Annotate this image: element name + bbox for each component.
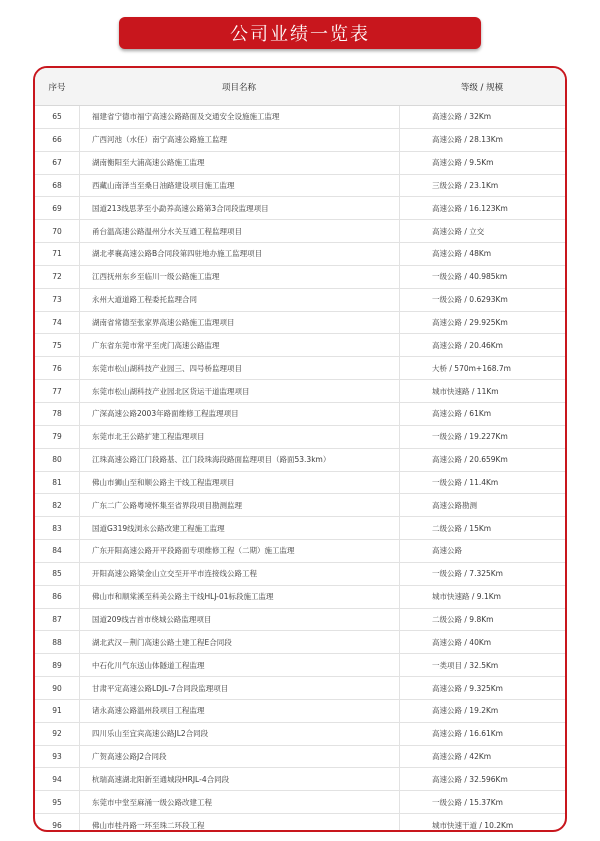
project-grade: 高速公路 (432, 546, 462, 556)
project-grade: 高速公路 / 48Km (432, 249, 492, 259)
row-number: 85 (35, 563, 80, 585)
title-banner (119, 17, 481, 49)
table-row (35, 746, 565, 769)
row-number: 84 (35, 540, 80, 562)
project-grade: 城市快速路 / 11Km (432, 386, 499, 396)
project-grade: 一级公路 / 19.227Km (432, 432, 508, 442)
header-name: 项目名称 (221, 82, 256, 93)
project-grade: 一级公路 / 15.37Km (432, 797, 503, 807)
project-name: 湖南省常德至张家界高速公路施工监理项目 (80, 312, 400, 334)
table-row (35, 403, 565, 426)
project-grade: 城市快速路 / 9.1Km (432, 592, 501, 602)
header-grade: 等级 / 规模 (460, 82, 504, 93)
table-row (35, 540, 565, 563)
table-row (35, 586, 565, 609)
project-grade: 高速公路 / 16.61Km (432, 729, 503, 739)
project-name: 东莞市松山湖科技产业园北区货运干道监理项目 (80, 380, 400, 402)
table-row (35, 700, 565, 723)
table-row (35, 426, 565, 449)
project-grade: 高速公路 / 29.925Km (432, 318, 508, 328)
project-grade: 二级公路 / 15Km (432, 523, 492, 533)
row-number: 90 (35, 677, 80, 699)
row-number: 66 (35, 129, 80, 151)
project-grade: 高速公路 / 42Km (432, 752, 492, 762)
project-grade: 一级公路 / 7.325Km (432, 569, 503, 579)
row-number: 91 (35, 700, 80, 722)
table-row (35, 472, 565, 495)
table-row (35, 723, 565, 746)
table-row (35, 494, 565, 517)
project-name: 广东省东莞市常平至虎门高速公路监理 (80, 334, 400, 356)
table-row (35, 312, 565, 335)
project-grade: 高速公路 / 28.13Km (432, 135, 503, 145)
row-number: 88 (35, 631, 80, 653)
row-number: 75 (35, 334, 80, 356)
project-grade: 高速公路 / 32.596Km (432, 774, 508, 784)
table-row (35, 220, 565, 243)
project-name: 国道209线吉首市绕城公路监理项目 (80, 609, 400, 631)
project-name: 西藏山南泽当至桑日油路建设项目施工监理 (80, 175, 400, 197)
table-row (35, 517, 565, 540)
header-num: 序号 (48, 82, 66, 93)
row-number: 80 (35, 449, 80, 471)
row-number: 89 (35, 654, 80, 676)
table-row (35, 449, 565, 472)
table-row (35, 631, 565, 654)
project-name: 开阳高速公路梁金山立交至开平市连接线公路工程 (80, 563, 400, 585)
project-grade: 一类项目 / 32.5Km (432, 660, 499, 670)
row-number: 79 (35, 426, 80, 448)
row-number: 81 (35, 472, 80, 494)
table-row (35, 563, 565, 586)
project-grade: 三级公路 / 23.1Km (432, 180, 499, 190)
project-name: 佛山市狮山至和顺公路主干线工程监理项目 (80, 472, 400, 494)
table-row (35, 677, 565, 700)
table-row (35, 152, 565, 175)
row-number: 72 (35, 266, 80, 288)
row-number: 82 (35, 494, 80, 516)
project-name: 东莞市中堂至麻涌一级公路改建工程 (80, 791, 400, 813)
row-number: 76 (35, 357, 80, 379)
row-number: 73 (35, 289, 80, 311)
row-number: 94 (35, 768, 80, 790)
project-name: 国道213线思茅至小勐养高速公路第3合同段监理项目 (80, 197, 400, 219)
project-name: 广东开阳高速公路开平段路面专项维修工程（二期）施工监理 (80, 540, 400, 562)
table-row (35, 814, 565, 832)
row-number: 71 (35, 243, 80, 265)
table-row (35, 768, 565, 791)
project-grade: 高速公路 / 9.5Km (432, 158, 494, 168)
table-header (35, 68, 565, 106)
project-grade: 一级公路 / 40.985km (432, 272, 508, 282)
project-grade: 高速公路 / 40Km (432, 637, 492, 647)
project-name: 四川乐山至宜宾高速公路JL2合同段 (80, 723, 400, 745)
project-grade: 一级公路 / 11.4Km (432, 477, 499, 487)
project-grade: 高速公路 / 9.325Km (432, 683, 503, 693)
row-number: 68 (35, 175, 80, 197)
project-grade: 高速公路 / 32Km (432, 112, 492, 122)
table-row (35, 289, 565, 312)
row-number: 70 (35, 220, 80, 242)
project-grade: 高速公路勘测 (432, 500, 477, 510)
project-name: 广东二广公路粤境怀集至省界段项目勘测监理 (80, 494, 400, 516)
table-row (35, 791, 565, 814)
row-number: 74 (35, 312, 80, 334)
row-number: 87 (35, 609, 80, 631)
project-name: 广西河池（水任）南宁高速公路施工监理 (80, 129, 400, 151)
project-name: 东莞市北王公路扩建工程监理项目 (80, 426, 400, 448)
project-name: 福建省宁德市福宁高速公路路面及交通安全设施施工监理 (80, 106, 400, 128)
project-name: 诸永高速公路温州段项目工程监理 (80, 700, 400, 722)
row-number: 83 (35, 517, 80, 539)
project-name: 佛山市和顺棠溪至科美公路主干线HLJ-01标段施工监理 (80, 586, 400, 608)
project-grade: 高速公路 / 61Km (432, 409, 492, 419)
table-row (35, 654, 565, 677)
project-grade: 高速公路 / 立交 (432, 226, 485, 236)
project-grade: 高速公路 / 20.659Km (432, 455, 508, 465)
project-grade: 城市快速干道 / 10.2Km (432, 821, 514, 831)
row-number: 92 (35, 723, 80, 745)
project-name: 湖南衡阳至大浦高速公路施工监理 (80, 152, 400, 174)
row-number: 65 (35, 106, 80, 128)
project-name: 湖北孝襄高速公路B合同段第四驻地办施工监理项目 (80, 243, 400, 265)
project-grade: 高速公路 / 19.2Km (432, 706, 499, 716)
table-row (35, 266, 565, 289)
table-row (35, 175, 565, 198)
table-row (35, 106, 565, 129)
project-name: 广深高速公路2003年路面维修工程监理项目 (80, 403, 400, 425)
project-grade: 高速公路 / 20.46Km (432, 340, 503, 350)
row-number: 78 (35, 403, 80, 425)
project-name: 东莞市松山湖科技产业园三、四号桥监理项目 (80, 357, 400, 379)
row-number: 93 (35, 746, 80, 768)
project-name: 中石化川气东送山体隧道工程监理 (80, 654, 400, 676)
project-name: 甘肃平定高速公路LDJL-7合同段监理项目 (80, 677, 400, 699)
table-row (35, 334, 565, 357)
project-grade: 大桥 / 570m+168.7m (432, 363, 511, 373)
row-number: 86 (35, 586, 80, 608)
project-name: 杭瑞高速湖北阳新至通城段HRJL-4合同段 (80, 768, 400, 790)
project-name: 佛山市桂丹路一环至珠二环段工程 (80, 814, 400, 832)
project-grade: 二级公路 / 9.8Km (432, 614, 494, 624)
project-name: 江西抚州东乡至临川一级公路施工监理 (80, 266, 400, 288)
table-row (35, 380, 565, 403)
table-row (35, 609, 565, 632)
row-number: 69 (35, 197, 80, 219)
table-body (35, 106, 565, 832)
project-name: 湖北武汉－荆门高速公路土建工程E合同段 (80, 631, 400, 653)
project-name: 永州大道道路工程委托监理合同 (80, 289, 400, 311)
table-row (35, 129, 565, 152)
project-grade: 高速公路 / 16.123Km (432, 203, 508, 213)
row-number: 67 (35, 152, 80, 174)
table-row (35, 243, 565, 266)
table-row (35, 197, 565, 220)
row-number: 77 (35, 380, 80, 402)
row-number: 95 (35, 791, 80, 813)
project-name: 甬台温高速公路温州分水关互通工程监理项目 (80, 220, 400, 242)
row-number: 96 (35, 814, 80, 832)
project-name: 江珠高速公路江门段路基、江门段珠海段路面监理项目（路面53.3km） (80, 449, 400, 471)
project-name: 国道G319线浏永公路改建工程施工监理 (80, 517, 400, 539)
project-name: 广贺高速公路J2合同段 (80, 746, 400, 768)
table-row (35, 357, 565, 380)
project-grade: 一级公路 / 0.6293Km (432, 295, 508, 305)
performance-table (33, 66, 567, 832)
page-title: 公司业绩一览表 (230, 24, 370, 45)
